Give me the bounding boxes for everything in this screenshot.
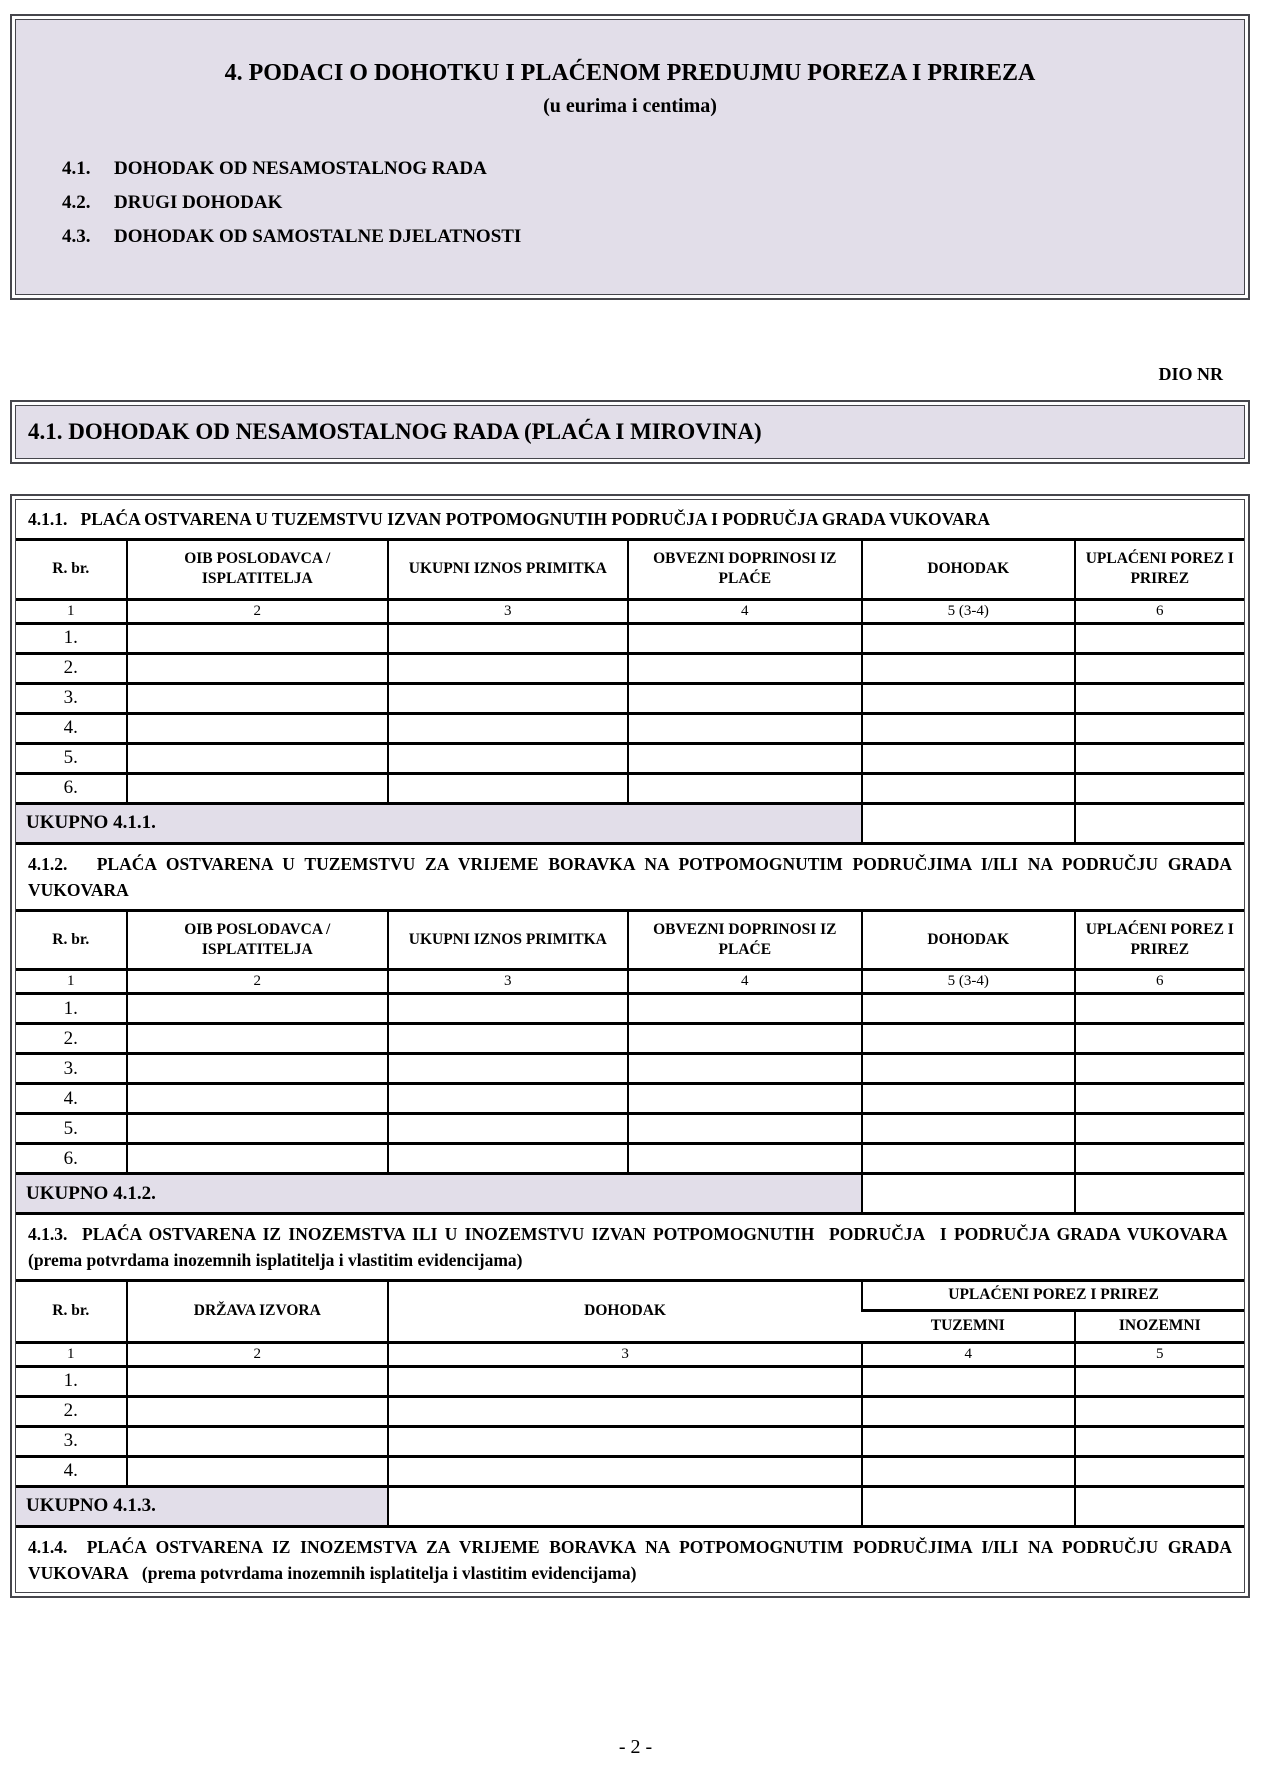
- section-number: 4.1.: [62, 158, 91, 179]
- field-cell: [1075, 1054, 1244, 1084]
- section-label: DOHODAK OD NESAMOSTALNOG RADA: [114, 158, 487, 179]
- column-number: 4: [628, 970, 863, 994]
- section-label: DRUGI DOHODAK: [114, 192, 283, 213]
- column-number: 2: [127, 970, 389, 994]
- field-cell: [862, 1426, 1074, 1456]
- column-header-oib: OIB POSLODAVCA / ISPLATITELJA: [127, 912, 389, 970]
- row-number-cell: 5.: [16, 743, 127, 773]
- form-subtitle: (u eurima i centima): [543, 95, 717, 117]
- field-cell: [862, 683, 1074, 713]
- column-header-rbr: R. br.: [16, 912, 127, 970]
- table-row: [16, 1084, 1244, 1114]
- field-cell: [862, 773, 1074, 803]
- column-header-oib: OIB POSLODAVCA / ISPLATITELJA: [127, 541, 389, 599]
- section-list-item-4-2: [62, 186, 1244, 220]
- row-number-cell: 4.: [16, 1084, 127, 1114]
- field-cell: [127, 653, 389, 683]
- column-number: 2: [127, 599, 389, 623]
- field-cell: [1075, 623, 1244, 653]
- total-row-4-1-2: [16, 1174, 1244, 1214]
- field-cell: [388, 1456, 862, 1486]
- field-cell: [1075, 1174, 1244, 1214]
- field-cell: [388, 1114, 627, 1144]
- row-number-cell: 2.: [16, 653, 127, 683]
- row-number-cell: 2.: [16, 1396, 127, 1426]
- table-row: [16, 994, 1244, 1024]
- row-number-cell: 1.: [16, 623, 127, 653]
- field-cell: [388, 743, 627, 773]
- field-cell: [127, 1084, 389, 1114]
- form-title: 4. PODACI O DOHOTKU I PLAĆENOM PREDUJMU POREZA I PRIREZA: [224, 60, 1036, 86]
- form-tables-box: [10, 494, 1250, 1598]
- table-4-1-3: [16, 1282, 1244, 1528]
- field-cell: [628, 713, 863, 743]
- field-cell: [1075, 1114, 1244, 1144]
- column-header-drzava: DRŽAVA IZVORA: [127, 1282, 389, 1342]
- field-cell: [127, 683, 389, 713]
- column-number: 2: [127, 1342, 389, 1366]
- table-row: [16, 1054, 1244, 1084]
- page-number: - 2 -: [618, 1736, 653, 1758]
- section-list: [62, 152, 1244, 254]
- column-header-doprinosi: OBVEZNI DOPRINOSI IZ PLAĆE: [628, 912, 863, 970]
- total-label: UKUPNO 4.1.2.: [16, 1174, 862, 1214]
- column-header-rbr: R. br.: [16, 1282, 127, 1342]
- section-title-4-1-2: 4.1.2. PLAĆA OSTVARENA U TUZEMSTVU ZA VRIJEME BORAVKA NA POTPOMOGNUTIM PODRUČJIMA I/ILI NA PODRUČJU GRADA VUKOVARA: [16, 845, 1244, 912]
- table-row: [16, 743, 1244, 773]
- table-header-row: [16, 541, 1244, 599]
- field-cell: [388, 1054, 627, 1084]
- section-bar-title: 4.1. DOHODAK OD NESAMOSTALNOG RADA (PLAĆA I MIROVINA): [28, 419, 762, 444]
- total-row-4-1-1: [16, 803, 1244, 843]
- field-cell: [862, 623, 1074, 653]
- table-row: [16, 1426, 1244, 1456]
- field-cell: [127, 713, 389, 743]
- column-number: 1: [16, 1342, 127, 1366]
- field-cell: [388, 713, 627, 743]
- column-number: 6: [1075, 599, 1244, 623]
- field-cell: [1075, 773, 1244, 803]
- field-cell: [862, 1486, 1074, 1526]
- field-cell: [862, 1084, 1074, 1114]
- field-cell: [1075, 803, 1244, 843]
- field-cell: [628, 1024, 863, 1054]
- section-bar-4-1: [10, 400, 1250, 464]
- row-number-cell: 1.: [16, 994, 127, 1024]
- field-cell: [1075, 713, 1244, 743]
- column-number: 3: [388, 970, 627, 994]
- field-cell: [862, 713, 1074, 743]
- field-cell: [862, 1144, 1074, 1174]
- section-title-4-1-3: 4.1.3. PLAĆA OSTVARENA IZ INOZEMSTVA ILI U INOZEMSTVU IZVAN POTPOMOGNUTIH PODRUČJA I PODRUČJA GRADA VUKOVARA (prema potvrdama inozemnih isplatitelja i vlastitim evidencijama): [16, 1215, 1244, 1282]
- field-cell: [388, 1426, 862, 1456]
- field-cell: [127, 773, 389, 803]
- field-cell: [628, 773, 863, 803]
- field-cell: [862, 1174, 1074, 1214]
- table-row: [16, 1396, 1244, 1426]
- table-row: [16, 1366, 1244, 1396]
- field-cell: [388, 1486, 862, 1526]
- row-number-cell: 3.: [16, 1054, 127, 1084]
- field-cell: [1075, 653, 1244, 683]
- section-title-4-1-4: 4.1.4. PLAĆA OSTVARENA IZ INOZEMSTVA ZA VRIJEME BORAVKA NA POTPOMOGNUTIM PODRUČJIMA I/ILI NA PODRUČJU GRADA VUKOVARA (prema potvrdama inozemnih isplatitelja i vlastitim evidencijama): [16, 1528, 1244, 1592]
- field-cell: [1075, 1426, 1244, 1456]
- column-number: 4: [862, 1342, 1074, 1366]
- column-header-dohodak: DOHODAK: [862, 912, 1074, 970]
- column-header-dohodak: DOHODAK: [862, 541, 1074, 599]
- field-cell: [388, 1084, 627, 1114]
- field-cell: [388, 653, 627, 683]
- total-label: UKUPNO 4.1.1.: [16, 803, 862, 843]
- field-cell: [862, 1396, 1074, 1426]
- field-cell: [1075, 1144, 1244, 1174]
- table-4-1-2: [16, 912, 1244, 1216]
- field-cell: [628, 653, 863, 683]
- row-number-cell: 4.: [16, 1456, 127, 1486]
- row-number-cell: 3.: [16, 1426, 127, 1456]
- row-number-cell: 5.: [16, 1114, 127, 1144]
- field-cell: [388, 683, 627, 713]
- field-cell: [628, 1084, 863, 1114]
- field-cell: [862, 1366, 1074, 1396]
- field-cell: [1075, 1366, 1244, 1396]
- field-cell: [862, 1054, 1074, 1084]
- column-header-inozemni: INOZEMNI: [1075, 1310, 1244, 1342]
- column-header-ukupni-iznos: UKUPNI IZNOS PRIMITKA: [388, 912, 627, 970]
- field-cell: [127, 623, 389, 653]
- column-number: 4: [628, 599, 863, 623]
- field-cell: [127, 1114, 389, 1144]
- table-row: [16, 713, 1244, 743]
- field-cell: [628, 743, 863, 773]
- row-number-cell: 2.: [16, 1024, 127, 1054]
- column-number-row: [16, 599, 1244, 623]
- field-cell: [628, 623, 863, 653]
- field-cell: [388, 1024, 627, 1054]
- table-row: [16, 773, 1244, 803]
- field-cell: [127, 1054, 389, 1084]
- field-cell: [127, 1426, 389, 1456]
- field-cell: [388, 623, 627, 653]
- field-cell: [127, 1366, 389, 1396]
- column-number: 5 (3-4): [862, 970, 1074, 994]
- field-cell: [127, 1144, 389, 1174]
- field-cell: [862, 653, 1074, 683]
- column-number-row: [16, 970, 1244, 994]
- field-cell: [1075, 1084, 1244, 1114]
- column-number: 5: [1075, 1342, 1244, 1366]
- field-cell: [388, 1396, 862, 1426]
- field-cell: [127, 1456, 389, 1486]
- column-header-porez-group: UPLAĆENI POREZ I PRIREZ: [862, 1282, 1244, 1310]
- table-row: [16, 1456, 1244, 1486]
- field-cell: [862, 1024, 1074, 1054]
- table-row: [16, 623, 1244, 653]
- table-row: [16, 653, 1244, 683]
- field-cell: [127, 743, 389, 773]
- column-header-porez: UPLAĆENI POREZ I PRIREZ: [1075, 541, 1244, 599]
- table-row: [16, 1114, 1244, 1144]
- field-cell: [862, 1114, 1074, 1144]
- column-number: 5 (3-4): [862, 599, 1074, 623]
- table-4-1-1: [16, 541, 1244, 845]
- table-row: [16, 1144, 1244, 1174]
- row-number-cell: 6.: [16, 1144, 127, 1174]
- column-header-dohodak: DOHODAK: [388, 1282, 862, 1342]
- column-header-tuzemni: TUZEMNI: [862, 1310, 1074, 1342]
- section-label: DOHODAK OD SAMOSTALNE DJELATNOSTI: [114, 226, 522, 247]
- field-cell: [628, 683, 863, 713]
- field-cell: [127, 994, 389, 1024]
- column-header-ukupni-iznos: UKUPNI IZNOS PRIMITKA: [388, 541, 627, 599]
- section-title-4-1-1: 4.1.1. PLAĆA OSTVARENA U TUZEMSTVU IZVAN POTPOMOGNUTIH PODRUČJA I PODRUČJA GRADA VUKOVARA: [16, 500, 1244, 541]
- column-number: 6: [1075, 970, 1244, 994]
- total-row-4-1-3: [16, 1486, 1244, 1526]
- column-number: 3: [388, 1342, 862, 1366]
- field-cell: [862, 994, 1074, 1024]
- column-header-doprinosi: OBVEZNI DOPRINOSI IZ PLAĆE: [628, 541, 863, 599]
- column-number: 1: [16, 970, 127, 994]
- section-list-item-4-3: [62, 220, 1244, 254]
- dio-nr-label: DIO NR: [1158, 364, 1223, 384]
- table-row: [16, 1024, 1244, 1054]
- field-cell: [1075, 1024, 1244, 1054]
- field-cell: [862, 743, 1074, 773]
- column-number: 3: [388, 599, 627, 623]
- row-number-cell: 6.: [16, 773, 127, 803]
- field-cell: [388, 994, 627, 1024]
- field-cell: [862, 1456, 1074, 1486]
- column-header-rbr: R. br.: [16, 541, 127, 599]
- row-number-cell: 4.: [16, 713, 127, 743]
- field-cell: [388, 1144, 627, 1174]
- row-number-cell: 1.: [16, 1366, 127, 1396]
- field-cell: [1075, 743, 1244, 773]
- field-cell: [1075, 994, 1244, 1024]
- table-header-row: [16, 1282, 1244, 1310]
- section-number: 4.3.: [62, 226, 91, 247]
- field-cell: [862, 803, 1074, 843]
- field-cell: [127, 1024, 389, 1054]
- field-cell: [628, 1144, 863, 1174]
- field-cell: [628, 994, 863, 1024]
- form-header-box: [10, 14, 1250, 300]
- field-cell: [388, 1366, 862, 1396]
- field-cell: [127, 1396, 389, 1426]
- column-header-porez: UPLAĆENI POREZ I PRIREZ: [1075, 912, 1244, 970]
- table-header-row: [16, 912, 1244, 970]
- row-number-cell: 3.: [16, 683, 127, 713]
- section-list-item-4-1: [62, 152, 1244, 186]
- field-cell: [388, 773, 627, 803]
- total-label: UKUPNO 4.1.3.: [16, 1486, 388, 1526]
- field-cell: [1075, 683, 1244, 713]
- section-number: 4.2.: [62, 192, 91, 213]
- column-number-row: [16, 1342, 1244, 1366]
- field-cell: [1075, 1486, 1244, 1526]
- table-row: [16, 683, 1244, 713]
- field-cell: [628, 1114, 863, 1144]
- column-number: 1: [16, 599, 127, 623]
- field-cell: [1075, 1396, 1244, 1426]
- field-cell: [1075, 1456, 1244, 1486]
- field-cell: [628, 1054, 863, 1084]
